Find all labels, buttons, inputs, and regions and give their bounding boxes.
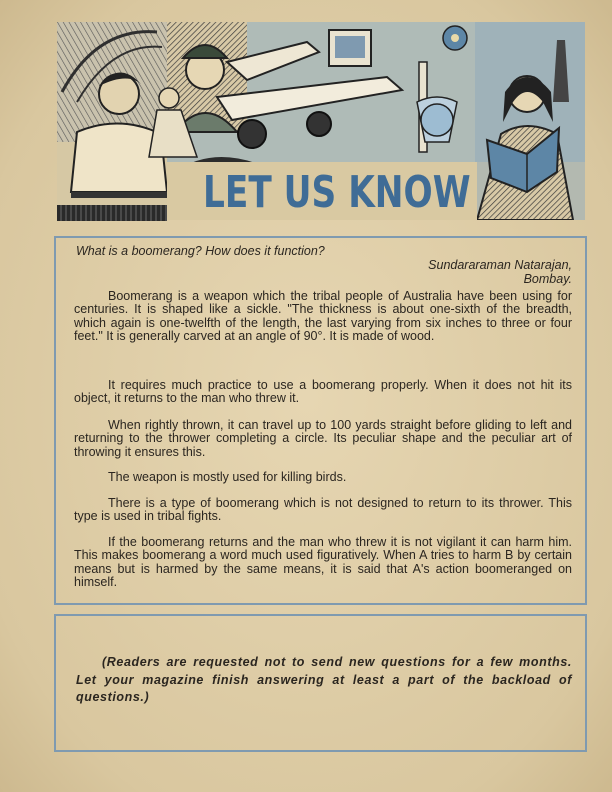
asker-name: Sundararaman Natarajan, — [428, 258, 572, 272]
answer-paragraph-4: The weapon is mostly used for killing birds. — [108, 470, 347, 484]
question-text: What is a boomerang? How does it function? — [76, 244, 325, 258]
page-title: LET US KNOW — [203, 167, 471, 218]
readers-notice: (Readers are requested not to send new questions for a few months. Let your magazine finish answering at least a part of the backload of questions.) — [76, 655, 572, 704]
asker-city: Bombay. — [523, 272, 572, 286]
answer-paragraph-5: There is a type of boomerang which is not designed to return to its thrower. This type is used in tribal fights. — [74, 496, 572, 524]
answer-paragraph-6: If the boomerang returns and the man who threw it is not vigilant it can harm him. This makes boomerang a word much used figuratively. When A tries to harm B by certain means but is harmed by the same means, it is said that A's action boomeranged on himself. — [74, 535, 572, 590]
answer-paragraph-2: It requires much practice to use a boomerang properly. When it does not hit its object, it returns to the man who threw it. — [74, 378, 572, 406]
answer-paragraph-1: Boomerang is a weapon which the tribal people of Australia have been using for centuries. It is shaped like a sickle. "The thickness is about one-sixth of the breadth, which again is one-twelfth of the length, the last varying from six inches to three or four feet." It is generally carved at an angle of 90°. It is made of wood. — [74, 289, 572, 344]
question-asker — [428, 258, 572, 286]
answer-paragraph-3: When rightly thrown, it can travel up to 100 yards straight before gliding to left and returning to the thrower completing a circle. Its peculiar shape and the peculiar art of throwing it ensures this. — [74, 418, 572, 459]
decorative-strip — [57, 205, 167, 221]
